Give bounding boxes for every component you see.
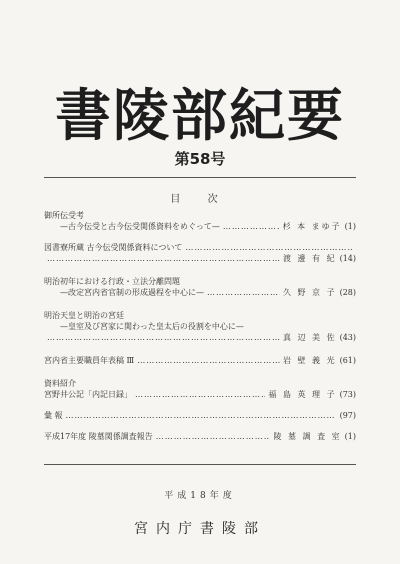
toc-entry-page: (28) — [339, 288, 356, 297]
toc-entry-author: 岩 壁 義 光 — [282, 356, 337, 365]
table-of-contents — [44, 210, 356, 442]
leader-dots — [185, 242, 353, 253]
leader-dots — [137, 355, 280, 366]
bottom-divider — [44, 464, 356, 465]
toc-entry-author: 渡 邊 有 紀 — [282, 254, 337, 263]
toc-entry-title: 明治天皇と明治の宮廷 — [44, 311, 124, 320]
publisher-name: 宮内庁書陵部 — [134, 521, 266, 537]
toc-entry-page: (73) — [339, 390, 356, 399]
leader-dots — [156, 431, 271, 442]
toc-entry-line — [44, 321, 356, 332]
toc-entry-title: 宮内省主要職員年表稿 Ⅲ — [44, 356, 135, 365]
toc-entry-page: (1) — [344, 432, 356, 441]
toc-entry-category: 資料紹介 — [44, 379, 76, 388]
toc-entry-page: (43) — [339, 333, 356, 342]
toc-entry-line — [44, 221, 356, 232]
toc-entry-subtitle: —改定宮内省官制の形成過程を中心に— — [60, 288, 204, 297]
toc-entry-author: 陵 墓 調 査 室 — [273, 432, 342, 441]
toc-entry-category: 御所伝受考 — [44, 211, 84, 220]
toc-entry-title: 平成17年度 陵墓関係調査報告 — [44, 432, 153, 441]
toc-entry — [44, 431, 356, 442]
toc-entry-author: 杉 本 まゆ子 — [282, 222, 342, 231]
toc-entry-line — [44, 410, 356, 421]
toc-entry-line — [44, 332, 356, 343]
leader-dots — [207, 287, 280, 298]
toc-heading: 目 次 — [170, 194, 230, 205]
toc-entry-page: (14) — [339, 254, 356, 263]
toc-entry-title: 図書寮所蔵 古今伝受関係資料について — [44, 243, 183, 252]
toc-entry-line — [44, 253, 356, 264]
publication-year: 平成18年度 — [164, 491, 236, 501]
toc-entry — [44, 242, 356, 264]
toc-entry-author: 福 島 英 理 子 — [268, 390, 337, 399]
toc-entry — [44, 210, 356, 232]
leader-dots — [223, 221, 280, 232]
top-divider — [44, 177, 356, 178]
toc-entry-title: 明治初年における行政・立法分離問題 — [44, 277, 180, 286]
toc-entry-title: 彙 報 — [44, 411, 63, 420]
toc-entry — [44, 310, 356, 343]
toc-entry-page: (97) — [339, 411, 356, 420]
leader-dots — [66, 410, 334, 421]
issue-number: 第58号 — [174, 150, 226, 168]
toc-entry-title: —古今伝受と古今伝受関係資料をめぐって— — [60, 222, 220, 231]
toc-entry — [44, 378, 356, 400]
leader-dots — [135, 389, 265, 400]
toc-entry — [44, 410, 356, 421]
toc-entry-page: (61) — [339, 356, 356, 365]
toc-entry-author: 真 辺 美 佐 — [282, 333, 337, 342]
journal-title: 書陵部紀要 — [55, 83, 345, 149]
leader-dots — [47, 253, 280, 264]
toc-entry-title: 宮野井公記「内記日録」 — [44, 390, 132, 399]
toc-entry-subtitle: —皇室及び宮家に関わった皇太后の役割を中心に— — [60, 322, 244, 331]
toc-entry-author: 久 野 京 子 — [282, 288, 337, 297]
toc-entry — [44, 355, 356, 366]
toc-entry-line — [44, 389, 356, 400]
toc-entry-line — [44, 287, 356, 298]
toc-entry-line — [44, 242, 356, 253]
toc-entry — [44, 276, 356, 298]
toc-entry-page: (1) — [344, 222, 356, 231]
leader-dots — [47, 332, 280, 343]
toc-entry-line — [44, 355, 356, 366]
toc-entry-line — [44, 431, 356, 442]
